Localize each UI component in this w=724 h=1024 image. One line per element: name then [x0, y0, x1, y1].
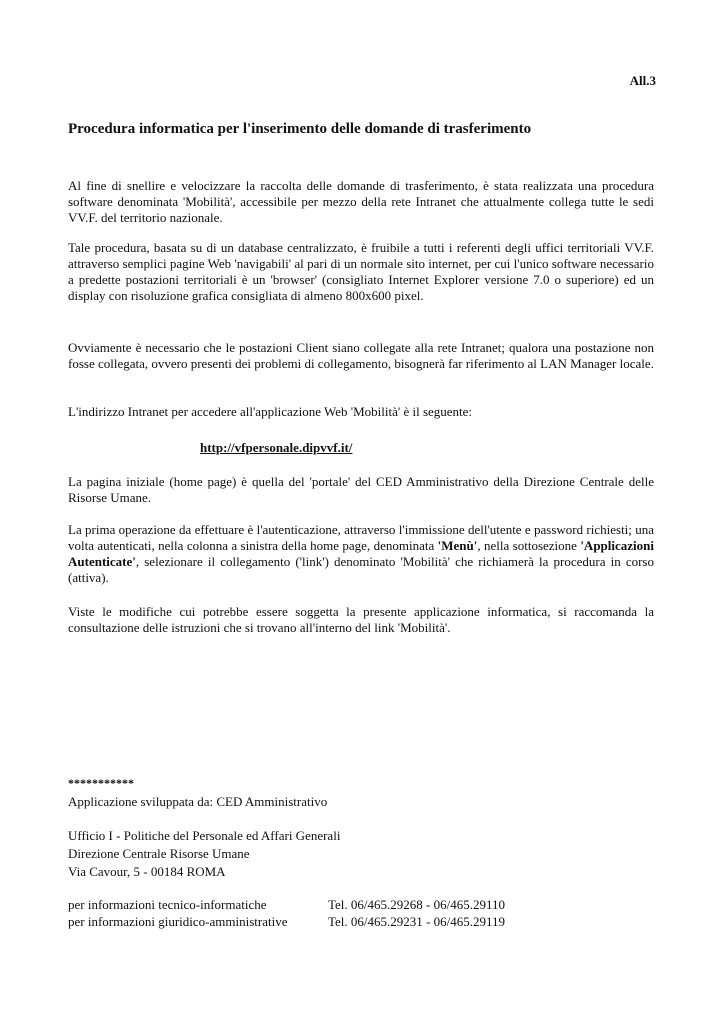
contact-phone: Tel. 06/465.29268 - 06/465.29110 — [328, 897, 505, 912]
attachment-label: All.3 — [629, 73, 656, 88]
paragraph-procedure: Tale procedura, basata su di un database centralizzato, è fruibile a tutti i referenti degli uffici territoriali VV.F. attraverso semplici pagine Web 'navigabili' al pari di un normale sito internet, per cui l'unico software necessario a predette postazioni territoriali è un 'browser' (consigliato Internet Explorer versione 7.0 o superiore) ed un display con risoluzione grafica consigliata di almeno 800x600 pixel. — [68, 240, 654, 303]
auth-text-b: , nella sottosezione — [477, 538, 581, 553]
contact-label: per informazioni tecnico-informatiche — [68, 897, 267, 912]
contact-phone: Tel. 06/465.29231 - 06/465.29119 — [328, 914, 505, 929]
direction-name: Direzione Centrale Risorse Umane — [68, 846, 250, 861]
contact-row-tech — [68, 897, 668, 913]
office-name: Ufficio I - Politiche del Personale ed Affari Generali — [68, 828, 341, 843]
developed-by: Applicazione sviluppata da: CED Amministrativo — [68, 794, 328, 809]
auth-text-a: La prima operazione da effettuare è l'autenticazione, attraverso l'immissione dell'utente e password richiesti; una volta autenticati, nella colonna a sinistra della home page, denominata — [68, 522, 654, 553]
paragraph-intro: Al fine di snellire e velocizzare la raccolta delle domande di trasferimento, è stata realizzata una procedura software denominata 'Mobilità', accessibile per mezzo della rete Intranet che attualmente collega tutte le sedi VV.F. del territorio nazionale. — [68, 178, 654, 225]
menu-label: 'Menù' — [437, 538, 478, 553]
intranet-link[interactable]: http://vfpersonale.dipvvf.it/ — [200, 440, 353, 455]
paragraph-home-page: La pagina iniziale (home page) è quella del 'portale' del CED Amministrativo della Direzione Centrale delle Risorse Umane. — [68, 474, 654, 505]
paragraph-authentication — [68, 522, 654, 586]
contact-row-legal — [68, 914, 668, 930]
authenticated-apps-label: 'Applicazioni Autenticate' — [68, 538, 654, 569]
document-title: Procedura informatica per l'inserimento delle domande di trasferimento — [68, 121, 532, 137]
address: Via Cavour, 5 - 00184 ROMA — [68, 864, 226, 879]
paragraph-recommendation: Viste le modifiche cui potrebbe essere soggetta la presente applicazione informatica, si raccomanda la consultazione delle istruzioni che si trovano all'interno del link 'Mobilità'. — [68, 604, 654, 635]
separator-stars: *********** — [68, 776, 134, 790]
paragraph-client-network: Ovviamente è necessario che le postazioni Client siano collegate alla rete Intranet; qualora una postazione non fosse collegata, ovvero presenti dei problemi di collegamento, bisognerà far riferimento al LAN Manager locale. — [68, 340, 654, 371]
auth-text-c: , selezionare il collegamento ('link') denominato 'Mobilità' che richiamerà la procedura in corso (attiva). — [68, 554, 654, 585]
contact-label: per informazioni giuridico-amministrative — [68, 914, 288, 929]
paragraph-intranet-address: L'indirizzo Intranet per accedere all'applicazione Web 'Mobilità' è il seguente: — [68, 404, 473, 419]
